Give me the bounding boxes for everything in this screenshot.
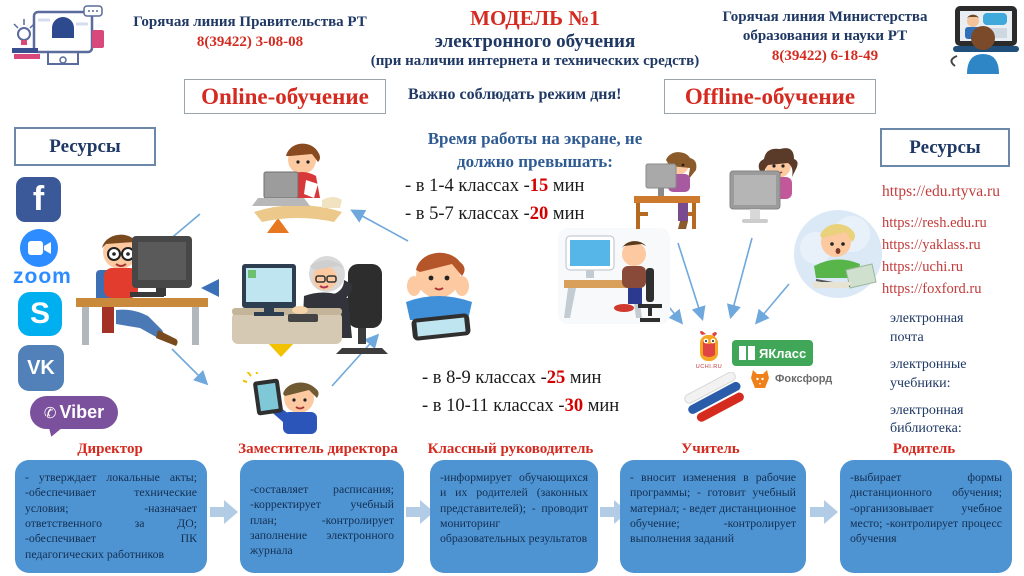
offline-mode-label: Offline-обучение: [684, 83, 856, 109]
yaklass-book-icon: [739, 346, 755, 360]
rule-text: - в 1-4 классах -: [405, 176, 530, 196]
role-title-parent: Родитель: [892, 441, 956, 457]
link-uchi[interactable]: https://uchi.ru: [882, 258, 963, 275]
rule-unit: мин: [583, 396, 620, 416]
slide-title-condition: (при наличии интернета и технических средств): [370, 53, 700, 69]
student-desktop-illustration: [72, 226, 217, 348]
slide-title-subject: электронного обучения: [434, 31, 636, 52]
left-resources-title: Ресурсы: [49, 135, 121, 157]
boy-laptop-cloud-illustration: [792, 208, 884, 300]
skype-icon[interactable]: [18, 292, 62, 336]
slide-title-model: МОДЕЛЬ №1: [470, 6, 600, 30]
rule-unit: мин: [548, 176, 585, 196]
foxford-logo[interactable]: [750, 368, 832, 390]
right-resources-box: [880, 128, 1010, 167]
zoom-icon[interactable]: [19, 228, 59, 268]
rule-text: - в 8-9 классах -: [422, 368, 547, 388]
extra-resources: [890, 310, 995, 447]
foxford-fox-icon: [750, 368, 770, 390]
extra-email: электронная почта: [890, 311, 964, 345]
flow-arrow-1: [210, 498, 238, 526]
viber-wordmark: Viber: [59, 402, 105, 422]
vk-icon[interactable]: [18, 345, 64, 391]
rule-minutes: 20: [529, 204, 549, 224]
resource-links: [882, 180, 1022, 300]
resh-logo[interactable]: [683, 372, 747, 422]
offline-mode-box: [664, 79, 876, 114]
slide-title: [330, 6, 740, 70]
flow-arrow-4: [810, 498, 838, 526]
rule-minutes: 15: [529, 176, 549, 196]
ministry-hotline: [690, 8, 960, 65]
screen-time-rule-2: [405, 200, 584, 229]
link-resh[interactable]: https://resh.edu.ru: [882, 215, 987, 232]
rule-unit: мин: [565, 368, 602, 388]
facebook-icon[interactable]: [16, 177, 61, 222]
vk-glyph: VK: [27, 356, 55, 379]
yaklass-logo[interactable]: [732, 340, 813, 366]
webinar-icon: [945, 4, 1021, 74]
viber-phone-glyph: ✆: [43, 404, 57, 422]
online-mode-label: Online-обучение: [201, 83, 369, 109]
distance-learning-lineart-icon: [8, 4, 108, 70]
ministry-hotline-phone: 8(39422) 6-18-49: [771, 47, 879, 64]
screen-time-rule-4: [422, 392, 619, 421]
uchi-ru-logo[interactable]: [694, 331, 724, 363]
role-box-class-teacher: -информирует обучающихся и их родителей (законных представителей); - проводит мониторинг образовательных результатов: [430, 460, 598, 573]
government-hotline-phone: 8(39422) 3-08-08: [196, 33, 304, 50]
rule-minutes: 25: [546, 368, 566, 388]
role-box-teacher: - вносит изменения в рабочие программы; - готовит учебный материал; - ведет дистанционное обучение; -контролирует выполнения заданий: [620, 460, 806, 573]
facebook-glyph: f: [32, 180, 45, 218]
girl-desktop-illustration: [630, 150, 710, 232]
zoom-wordmark: zoom: [13, 265, 72, 288]
pupil-desktop-illustration: [558, 228, 670, 324]
role-box-deputy: -составляет расписания; -корректирует учебный план; -контролирует заполнение электронного журнала: [240, 460, 404, 573]
student-tablet-leaning-illustration: [390, 246, 490, 344]
rule-minutes: 30: [564, 396, 584, 416]
government-hotline-title: Горячая линия Правительства РТ: [133, 14, 367, 30]
ministry-hotline-title: Горячая линия Министерства образования и науки РТ: [722, 9, 928, 44]
foxford-label: Фоксфорд: [775, 373, 833, 385]
uchi-ru-caption: UCHI.RU: [695, 364, 723, 370]
rule-text: - в 5-7 классах -: [405, 204, 530, 224]
role-title-class-teacher: Классный руководитель: [427, 441, 594, 457]
rule-text: - в 10-11 классах -: [422, 396, 565, 416]
role-box-parent: -выбирает формы дистанционного обучения; -организовывает учебное место; -контролирует процесс обучения: [840, 460, 1012, 573]
student-laptop-illustration: [250, 138, 346, 230]
online-mode-box: [184, 79, 386, 114]
screen-time-heading-line2: должно превышать:: [457, 151, 613, 171]
daily-regime-notice: Важно соблюдать режим дня!: [408, 86, 622, 103]
left-resources-box: [14, 127, 156, 166]
skype-glyph: S: [29, 297, 50, 330]
student-tablet-illustration: [243, 372, 335, 434]
yaklass-label: ЯКласс: [759, 345, 807, 361]
role-title-teacher: Учитель: [681, 441, 740, 457]
teacher-illustration: [230, 250, 395, 358]
screen-time-rule-3: [422, 364, 601, 393]
extra-textbooks: электронные учебники:: [890, 356, 967, 391]
link-edu-rtyva[interactable]: https://edu.rtyva.ru: [882, 183, 1000, 200]
role-box-director: - утверждает локальные акты; -обеспечивает технические условия; -назначает ответственного за ДО; -обеспечивает ПК педагогических работников: [15, 460, 207, 573]
role-title-director: Директор: [77, 441, 143, 457]
screen-time-heading-line1: Время работы на экране, не: [427, 129, 643, 148]
extra-library: электронная библиотека:: [890, 402, 964, 437]
right-resources-title: Ресурсы: [909, 136, 981, 158]
screen-time-rule-1: [405, 172, 584, 201]
link-yaklass[interactable]: https://yaklass.ru: [882, 237, 981, 253]
link-foxford[interactable]: https://foxford.ru: [882, 280, 982, 297]
role-title-deputy: Заместитель директора: [238, 441, 398, 457]
rule-unit: мин: [548, 204, 585, 224]
